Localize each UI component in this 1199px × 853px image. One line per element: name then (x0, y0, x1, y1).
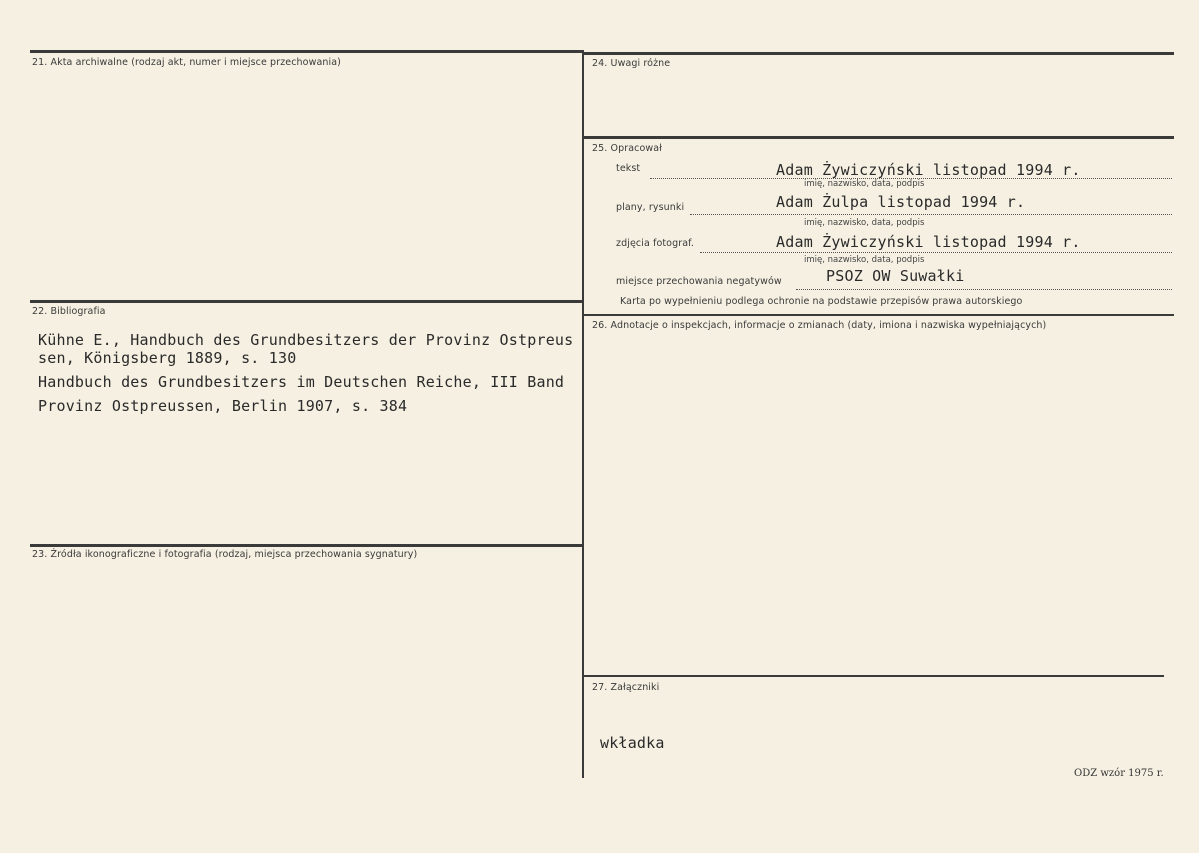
divider-bibliography (30, 300, 582, 303)
divider-prepared-by (584, 136, 1174, 139)
photos-author-caption: imię, nazwisko, data, podpis (804, 255, 925, 265)
text-author-caption: imię, nazwisko, data, podpis (804, 179, 925, 189)
text-author-value: Adam Żywiczyński listopad 1994 r. (776, 161, 1081, 179)
section-25-label: 25. Opracował (592, 143, 662, 154)
bibliography-line: Kühne E., Handbuch des Grundbesitzers der Provinz Ostpreus (38, 331, 574, 349)
photos-author-line (700, 252, 1172, 253)
text-author-label: tekst (616, 163, 641, 174)
negatives-location-value: PSOZ OW Suwałki (826, 267, 965, 285)
divider-attachments (584, 675, 1164, 677)
section-21-label: 21. Akta archiwalne (rodzaj akt, numer i miejsce przechowania) (32, 57, 341, 68)
drawings-author-line (690, 214, 1172, 215)
bibliography-line: Provinz Ostpreussen, Berlin 1907, s. 384 (38, 397, 408, 415)
bibliography-line: sen, Königsberg 1889, s. 130 (38, 349, 297, 367)
photos-author-label: zdjęcia fotograf. (616, 238, 695, 249)
section-22-label: 22. Bibliografia (32, 306, 106, 317)
drawings-author-caption: imię, nazwisko, data, podpis (804, 218, 925, 228)
section-23-label: 23. Źródła ikonograficzne i fotografia (rodzaj, miejsca przechowania sygnatury) (32, 549, 418, 560)
divider-top-left (30, 50, 582, 53)
section-27-label: 27. Załączniki (592, 682, 660, 693)
attachments-value: wkładka (600, 734, 665, 752)
drawings-author-value: Adam Żulpa listopad 1994 r. (776, 193, 1026, 211)
bibliography-line: Handbuch des Grundbesitzers im Deutschen Reiche, III Band (38, 373, 565, 391)
photos-author-value: Adam Żywiczyński listopad 1994 r. (776, 233, 1081, 251)
negatives-location-label: miejsce przechowania negatywów (616, 276, 782, 287)
section-24-label: 24. Uwagi różne (592, 58, 671, 69)
divider-top-right (584, 52, 1174, 55)
divider-iconography (30, 544, 582, 547)
negatives-location-line (796, 289, 1172, 290)
drawings-author-label: plany, rysunki (616, 202, 685, 213)
section-26-label: 26. Adnotacje o inspekcjach, informacje o zmianach (daty, imiona i nazwiska wypełniających) (592, 320, 1047, 331)
copyright-note: Karta po wypełnieniu podlega ochronie na podstawie przepisów prawa autorskiego (620, 296, 1023, 307)
column-divider (582, 50, 584, 778)
divider-annotations (584, 314, 1174, 316)
form-version: ODZ wzór 1975 r. (1074, 768, 1164, 779)
